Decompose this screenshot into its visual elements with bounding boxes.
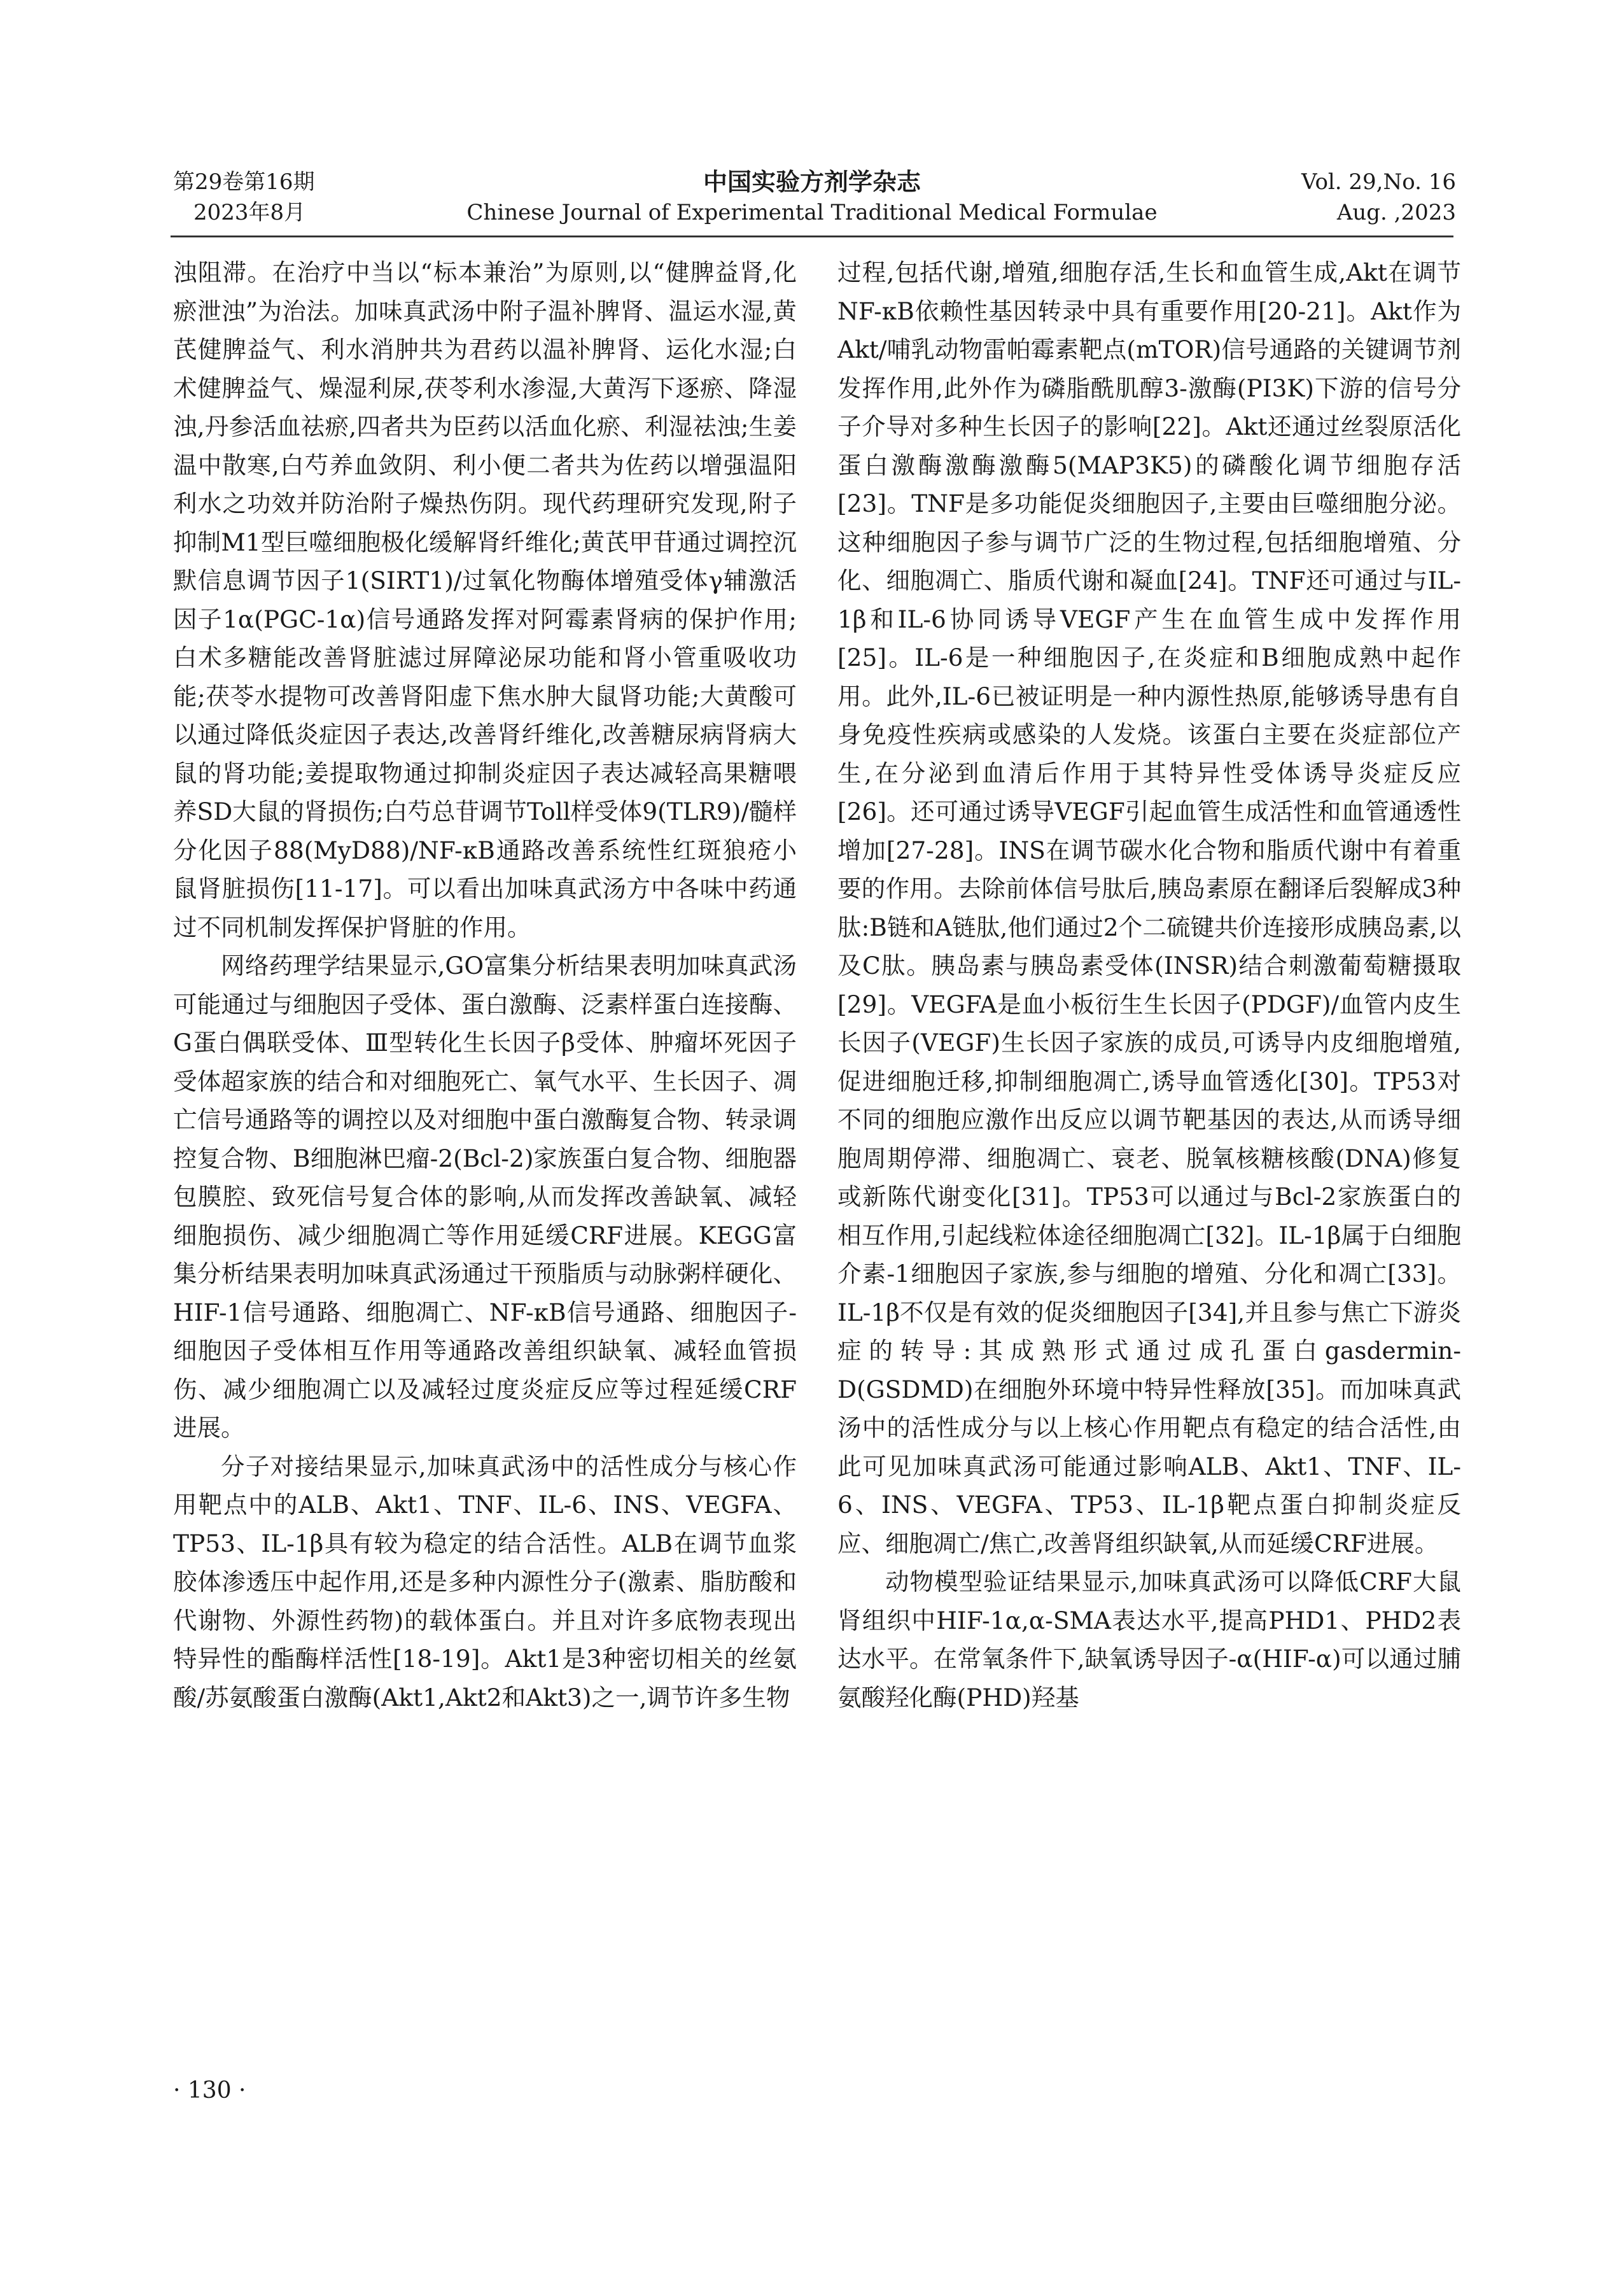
paragraph: 分子对接结果显示,加味真武汤中的活性成分与核心作用靶点中的ALB、Akt1、TNF、IL-6、INS、VEGFA、TP53、IL-1β具有较为稳定的结合活性。ALB在调节血浆胶体渗透压中起作用,还是多种内源性分子(激素、脂肪酸和代谢物、外源性药物)的载体蛋白。并且对许多底物表现出特异性的酯酶样活性[18-19]。Akt1是3种密切相关的丝氨酸/苏氨酸蛋白激酶(Akt1,Akt2和Akt3)之一,调节许多生物 [173,1452,797,1712]
running-header-right [1301,167,1456,228]
left-column [173,253,797,1717]
paragraph: 动物模型验证结果显示,加味真武汤可以降低CRF大鼠肾组织中HIF-1α,α-SMA表达水平,提高PHD1、PHD2表达水平。在常氧条件下,缺氧诱导因子-α(HIF-α)可以通过脯氨酸羟化酶(PHD)羟基 [837,1568,1461,1712]
right-column [837,253,1461,1717]
page-number: · 130 · [173,2078,246,2104]
volume-en: Vol. 29,No. 16 [1301,169,1456,195]
paragraph: 浊阻滞。在治疗中当以“标本兼治”为原则,以“健脾益肾,化瘀泄浊”为治法。加味真武汤中附子温补脾肾、温运水湿,黄芪健脾益气、利水消肿共为君药以温补脾肾、运化水湿;白术健脾益气、燥湿利尿,茯苓利水渗湿,大黄泻下逐瘀、降湿浊,丹参活血祛瘀,四者共为臣药以活血化瘀、利湿祛浊;生姜温中散寒,白芍养血敛阴、利小便二者共为佐药以增强温阳利水之功效并防治附子燥热伤阴。现代药理研究发现,附子抑制M1型巨噬细胞极化缓解肾纤维化;黄芪甲苷通过调控沉默信息调节因子1(SIRT1)/过氧化物酶体增殖受体γ辅激活因子1α(PGC-1α)信号通路发挥对阿霉素肾病的保护作用;白术多糖能改善肾脏滤过屏障泌尿功能和肾小管重吸收功能;茯苓水提物可改善肾阳虚下焦水肿大鼠肾功能;大黄酸可以通过降低炎症因子表达,改善肾纤维化,改善糖尿病肾病大鼠的肾功能;姜提取物通过抑制炎症因子表达减轻高果糖喂养SD大鼠的肾损伤;白芍总苷调节Toll样受体9(TLR9)/髓样分化因子88(MyD88)/NF-κB通路改善系统性红斑狼疮小鼠肾脏损伤[11-17]。可以看出加味真武汤方中各味中药通过不同机制发挥保护肾脏的作用。 [173,258,797,941]
paragraph: 网络药理学结果显示,GO富集分析结果表明加味真武汤可能通过与细胞因子受体、蛋白激酶、泛素样蛋白连接酶、G蛋白偶联受体、Ⅲ型转化生长因子β受体、肿瘤坏死因子受体超家族的结合和对细胞死亡、氧气水平、生长因子、凋亡信号通路等的调控以及对细胞中蛋白激酶复合物、转录调控复合物、B细胞淋巴瘤-2(Bcl-2)家族蛋白复合物、细胞器包膜腔、致死信号复合体的影响,从而发挥改善缺氧、减轻细胞损伤、减少细胞凋亡等作用延缓CRF进展。KEGG富集分析结果表明加味真武汤通过干预脂质与动脉粥样硬化、HIF-1信号通路、细胞凋亡、NF-κB信号通路、细胞因子-细胞因子受体相互作用等通路改善组织缺氧、减轻血管损伤、减少细胞凋亡以及减轻过度炎症反应等过程延缓CRF进展。 [173,952,797,1442]
journal-title-en: Chinese Journal of Experimental Traditional Medical Formulae [466,200,1158,225]
issue-cn: 第29卷第16期 [173,169,315,195]
date-en: Aug. ,2023 [1336,200,1456,225]
journal-title-cn: 中国实验方剂学杂志 [703,168,921,196]
paragraph: 过程,包括代谢,增殖,细胞存活,生长和血管生成,Akt在调节NF-κB依赖性基因转录中具有重要作用[20-21]。Akt作为Akt/哺乳动物雷帕霉素靶点(mTOR)信号通路的关键调节剂发挥作用,此外作为磷脂酰肌醇3-激酶(PI3K)下游的信号分子介导对多种生长因子的影响[22]。Akt还通过丝裂原活化蛋白激酶激酶激酶5(MAP3K5)的磷酸化调节细胞存活[23]。TNF是多功能促炎细胞因子,主要由巨噬细胞分泌。这种细胞因子参与调节广泛的生物过程,包括细胞增殖、分化、细胞凋亡、脂质代谢和凝血[24]。TNF还可通过与IL-1β和IL-6协同诱导VEGF产生在血管生成中发挥作用[25]。IL-6是一种细胞因子,在炎症和B细胞成熟中起作用。此外,IL-6已被证明是一种内源性热原,能够诱导患有自身免疫性疾病或感染的人发烧。该蛋白主要在炎症部位产生,在分泌到血清后作用于其特异性受体诱导炎症反应[26]。还可通过诱导VEGF引起血管生成活性和血管通透性增加[27-28]。INS在调节碳水化合物和脂质代谢中有着重要的作用。去除前体信号肽后,胰岛素原在翻译后裂解成3种肽:B链和A链肽,他们通过2个二硫键共价连接形成胰岛素,以及C肽。胰岛素与胰岛素受体(INSR)结合刺激葡萄糖摄取[29]。VEGFA是血小板衍生生长因子(PDGF)/血管内皮生长因子(VEGF)生长因子家族的成员,可诱导内皮细胞增殖,促进细胞迁移,抑制细胞凋亡,诱导血管透化[30]。TP53对不同的细胞应激作出反应以调节靶基因的表达,从而诱导细胞周期停滞、细胞凋亡、衰老、脱氧核糖核酸(DNA)修复或新陈代谢变化[31]。TP53可以通过与Bcl-2家族蛋白的相互作用,引起线粒体途径细胞凋亡[32]。IL-1β属于白细胞介素-1细胞因子家族,参与细胞的增殖、分化和凋亡[33]。IL-1β不仅是有效的促炎细胞因子[34],并且参与焦亡下游炎症的转导:其成熟形式通过成孔蛋白gasdermin-D(GSDMD)在细胞外环境中特异性释放[35]。而加味真武汤中的活性成分与以上核心作用靶点有稳定的结合活性,由此可见加味真武汤可能通过影响ALB、Akt1、TNF、IL-6、INS、VEGFA、TP53、IL-1β靶点蛋白抑制炎症反应、细胞凋亡/焦亡,改善肾组织缺氧,从而延缓CRF进展。 [837,258,1461,1557]
header-rule [171,236,1453,237]
date-cn: 2023年8月 [193,200,306,225]
